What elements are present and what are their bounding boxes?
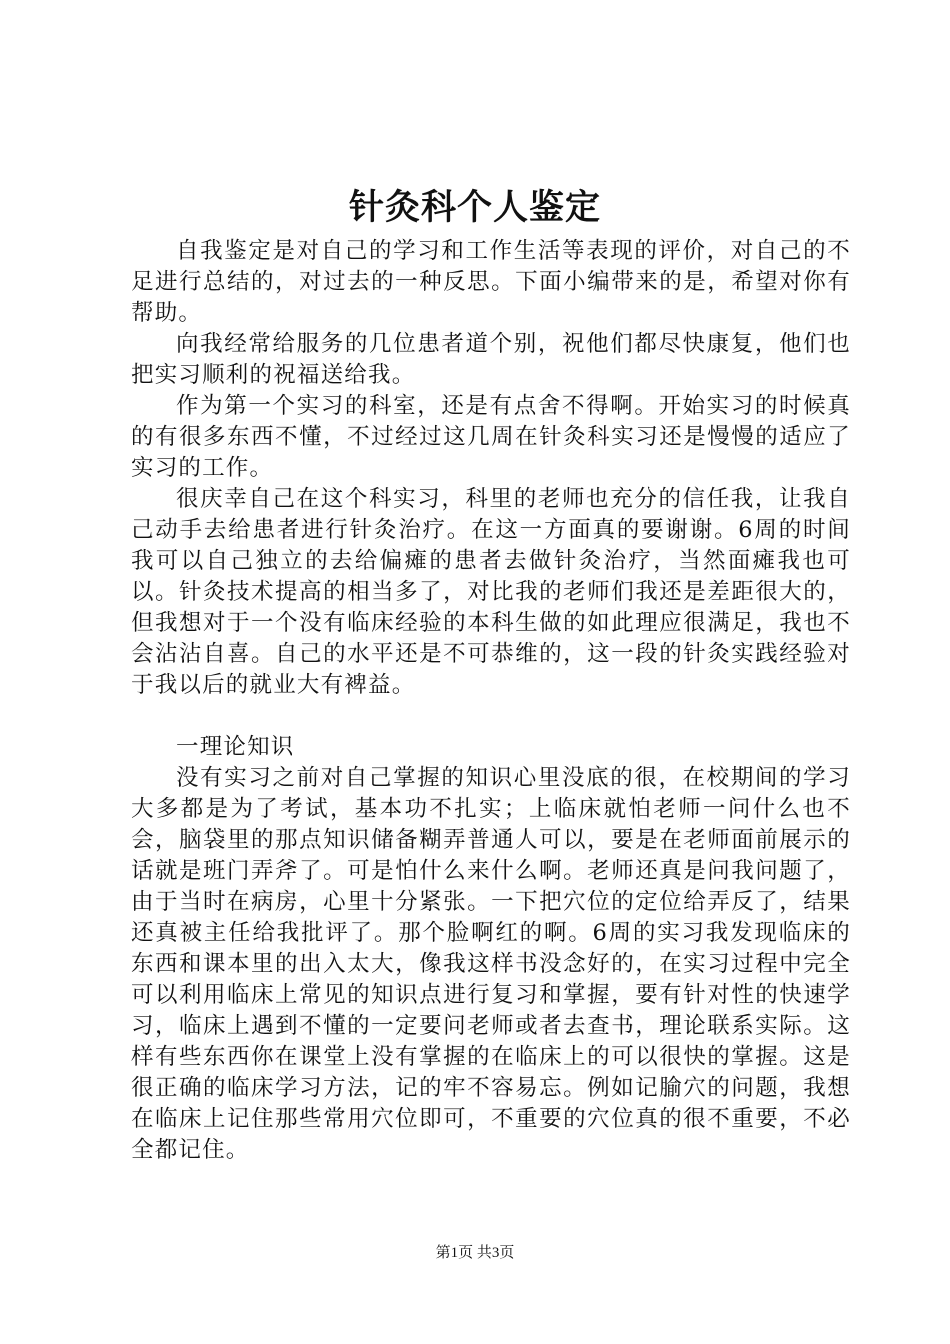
paragraph-intro: 自我鉴定是对自己的学习和工作生活等表现的评价，对自己的不足进行总结的，对过去的一种反思。下面小编带来的是，希望对你有帮助。 bbox=[131, 238, 851, 326]
paragraph-first-department: 作为第一个实习的科室，还是有点舍不得啊。开始实习的时候真的有很多东西不懂，不过经过这几周在针灸科实习还是慢慢的适应了实习的工作。 bbox=[131, 393, 851, 481]
paragraph-farewell: 向我经常给服务的几位患者道个别，祝他们都尽快康复，他们也把实习顺利的祝福送给我。 bbox=[131, 331, 851, 388]
document-body bbox=[131, 236, 851, 1166]
paragraph-theory: 没有实习之前对自己掌握的知识心里没底的很，在校期间的学习大多都是为了考试，基本功不扎实；上临床就怕老师一问什么也不会，脑袋里的那点知识储备糊弄普通人可以，要是在老师面前展示的话就是班门弄斧了。可是怕什么来什么啊。老师还真是问我问题了，由于当时在病房，心里十分紧张。一下把穴位的定位给弄反了，结果还真被主任给我批评了。那个脸啊红的啊。6周的实习我发现临床的东西和课本里的出入太大，像我这样书没念好的，在实习过程中完全可以利用临床上常见的知识点进行复习和掌握，要有针对性的快速学习，临床上遇到不懂的一定要问老师或者去查书，理论联系实际。这样有些东西你在课堂上没有掌握的在临床上的可以很快的掌握。这是很正确的临床学习方法，记的牢不容易忘。例如记腧穴的问题，我想在临床上记住那些常用穴位即可，不重要的穴位真的很不重要，不必全都记住。 bbox=[131, 765, 851, 1163]
document-title: 针灸科个人鉴定 bbox=[348, 187, 601, 228]
page-number-footer: 第1页 共3页 bbox=[435, 1245, 515, 1261]
section-heading-theory: 一理论知识 bbox=[176, 734, 295, 760]
paragraph-acupuncture-practice: 很庆幸自己在这个科实习，科里的老师也充分的信任我，让我自己动手去给患者进行针灸治疗。在这一方面真的要谢谢。6周的时间我可以自己独立的去给偏瘫的患者去做针灸治疗，当然面瘫我也可以。针灸技术提高的相当多了，对比我的老师们我还是差距很大的，但我想对于一个没有临床经验的本科生做的如此理应很满足，我也不会沾沾自喜。自己的水平还是不可恭维的，这一段的针灸实践经验对于我以后的就业大有裨益。 bbox=[131, 486, 851, 698]
